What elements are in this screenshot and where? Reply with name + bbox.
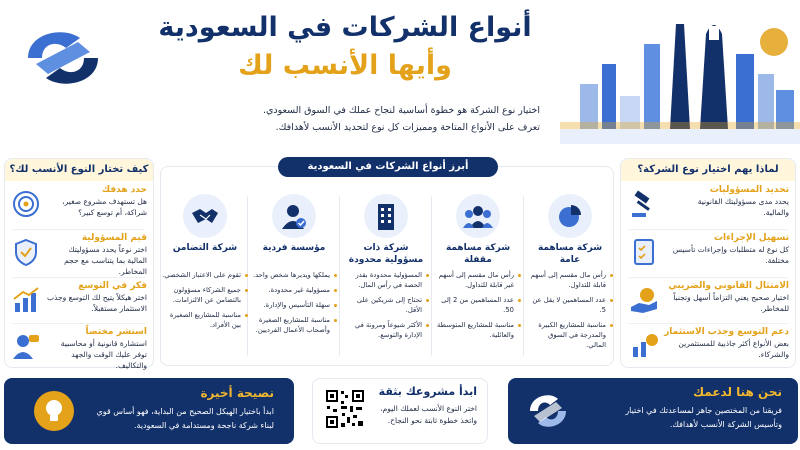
company-type-public-joint-stock: [527, 186, 613, 364]
gavel-icon: [629, 189, 659, 219]
pie-chart-icon: [548, 194, 592, 238]
tip-heading: حدد هدفك: [101, 185, 147, 195]
reason-heading: تسهيل الإجراءات: [713, 233, 789, 243]
reason-heading: دعم التوسع وجذب الاستثمار: [664, 327, 789, 337]
reason-text: اختيار صحيح يعني التزاماً أسهل وتجنباً للمخاطر.: [673, 293, 789, 313]
start-project-title: ابدأ مشروعك بثقة: [378, 385, 477, 398]
page-subtitle: وأيها الأنسب لك: [238, 50, 452, 81]
company-type-point: المسؤولية محدودة بقدر الحصة في رأس المال.: [343, 270, 429, 290]
divider: [13, 277, 145, 278]
card-title: كيف تختار النوع الأنسب لك؟: [5, 159, 153, 181]
page-title: أنواع الشركات في السعودية: [158, 12, 532, 43]
brand-logo-icon: [520, 386, 576, 436]
handshake-icon: [183, 194, 227, 238]
company-type-name: شركة مساهمة مقفلة: [445, 243, 511, 265]
company-type-point: رأس مال مقسم إلى أسهم غير قابلة للتداول.: [435, 270, 521, 290]
qr-code-icon[interactable]: [325, 389, 365, 429]
intro-line: اختيار نوع الشركة هو خطوة أساسية لنجاح عملك في السوق السعودي.: [262, 105, 540, 116]
company-type-point: عدد المساهمين لا يقل عن 5.: [527, 295, 613, 315]
divider: [629, 229, 787, 230]
tip-heading: فكر في التوسع: [78, 281, 147, 291]
company-type-point: يملكها ويديرها شخص واحد.: [251, 270, 337, 280]
company-type-point: عدد المساهمين من 2 إلى 50.: [435, 295, 521, 315]
final-tip-text: ابدأ باختيار الهيكل الصحيح من البداية، فهو أساس قوي لبناء شركة ناجحة ومستدامة في السعودية.: [96, 407, 274, 430]
company-type-point: مناسبة للمشاريع الصغيرة بين الأفراد.: [162, 310, 248, 330]
tip-text: اختر هيكلاً يتيح لك التوسع وجذب الاستثمار مستقبلاً.: [47, 293, 147, 313]
group-icon: [456, 194, 500, 238]
company-type-point: جميع الشركاء مسؤولون بالتضامن عن الالتزامات.: [162, 285, 248, 305]
company-type-point: سهلة التأسيس والإدارة.: [251, 300, 337, 310]
company-type-name: شركة التضامن: [172, 243, 238, 253]
person-check-icon: [272, 194, 316, 238]
company-type-sole-proprietorship: [251, 186, 337, 364]
company-type-point: تحتاج إلى شريكين على الأقل.: [343, 295, 429, 315]
growth-chart-icon: [11, 285, 41, 315]
tip-text: هل تستهدف مشروع صغير، شراكة، أم توسع كبير؟: [62, 197, 147, 217]
column-divider: [523, 196, 524, 356]
company-type-general-partnership: [162, 186, 248, 364]
riyadh-skyline-illustration: [560, 4, 800, 144]
investment-icon: [629, 331, 659, 361]
company-type-point: مناسبة للمشاريع الصغيرة وأصحاب الأعمال الفرديين.: [251, 315, 337, 335]
support-title: نحن هنا لدعمك: [693, 385, 782, 399]
company-type-point: رأس مال مقسم إلى أسهم قابلة للتداول.: [527, 270, 613, 290]
start-project-box: [312, 378, 488, 444]
shield-icon: [11, 237, 41, 267]
company-type-point: مسؤولية غير محدودة.: [251, 285, 337, 295]
target-icon: [11, 189, 41, 219]
checklist-icon: [629, 237, 659, 267]
reason-text: بعض الأنواع أكثر جاذبية للمستثمرين والشركاء.: [678, 339, 789, 359]
divider: [629, 277, 787, 278]
final-tip-banner: [4, 378, 294, 444]
company-type-name: شركة ذات مسؤولية محدودة: [348, 243, 424, 265]
tip-heading: قيم المسؤولية: [81, 233, 147, 243]
company-type-point: مناسبة للمشاريع الكبيرة والمدرجة في السوق المالي.: [527, 320, 613, 350]
card-title: لماذا يهم اختيار نوع الشركة؟: [621, 159, 795, 181]
company-type-point: تقوم على الاعتبار الشخصي.: [162, 270, 248, 280]
start-project-text: اختر النوع الأنسب لعملك اليوم، واتخذ خطوة ثابتة نحو النجاح.: [380, 404, 477, 425]
company-type-llc: [343, 186, 429, 364]
reason-text: كل نوع له متطلبات وإجراءات تأسيس مختلفة.: [672, 245, 789, 265]
divider: [13, 229, 145, 230]
company-type-closed-joint-stock: [435, 186, 521, 364]
brand-logo-icon: [8, 18, 118, 98]
reason-text: يحدد مدى مسؤوليتك القانونية والمالية.: [697, 197, 789, 217]
intro-text: [160, 102, 540, 136]
final-tip-title: نصيحة أخيرة: [200, 386, 274, 400]
how-to-choose-card: [4, 158, 154, 368]
company-type-point: الأكثر شيوعاً ومرونة في الإدارة والتوسع.: [343, 320, 429, 340]
lightbulb-icon: [34, 391, 74, 431]
intro-line: تعرف على الأنواع المتاحة ومميزات كل نوع لتحديد الأنسب لأهدافك.: [275, 122, 540, 133]
column-divider: [339, 196, 340, 356]
divider: [13, 323, 145, 324]
column-divider: [431, 196, 432, 356]
reason-heading: تحديد المسؤوليات: [709, 185, 789, 195]
divider: [629, 323, 787, 324]
tip-text: استشارة قانونية أو محاسبية توفر عليك الوقت والجهد والتكاليف.: [60, 339, 147, 370]
company-type-name: شركة مساهمة عامة: [537, 243, 603, 265]
consultant-icon: [11, 331, 41, 361]
company-type-name: مؤسسة فردية: [262, 243, 326, 253]
company-types-title: أبرز أنواع الشركات في السعودية: [278, 157, 498, 177]
company-type-point: مناسبة للمشاريع المتوسطة والعائلية.: [435, 320, 521, 340]
building-icon: [364, 194, 408, 238]
tip-heading: استشر مختصاً: [85, 327, 147, 337]
money-hand-icon: [629, 285, 659, 315]
tip-text: اختر نوعاً يحدد مسؤوليتك المالية بما يتناسب مع حجم المخاطر.: [64, 245, 147, 276]
reason-heading: الامتثال القانوني والضريبي: [668, 281, 789, 291]
support-text: فريقنا من المختصين جاهز لمساعدتك في اختيار وتأسيس الشركة الأنسب لأهدافك.: [625, 406, 782, 429]
support-banner: [508, 378, 798, 444]
why-it-matters-card: [620, 158, 796, 368]
